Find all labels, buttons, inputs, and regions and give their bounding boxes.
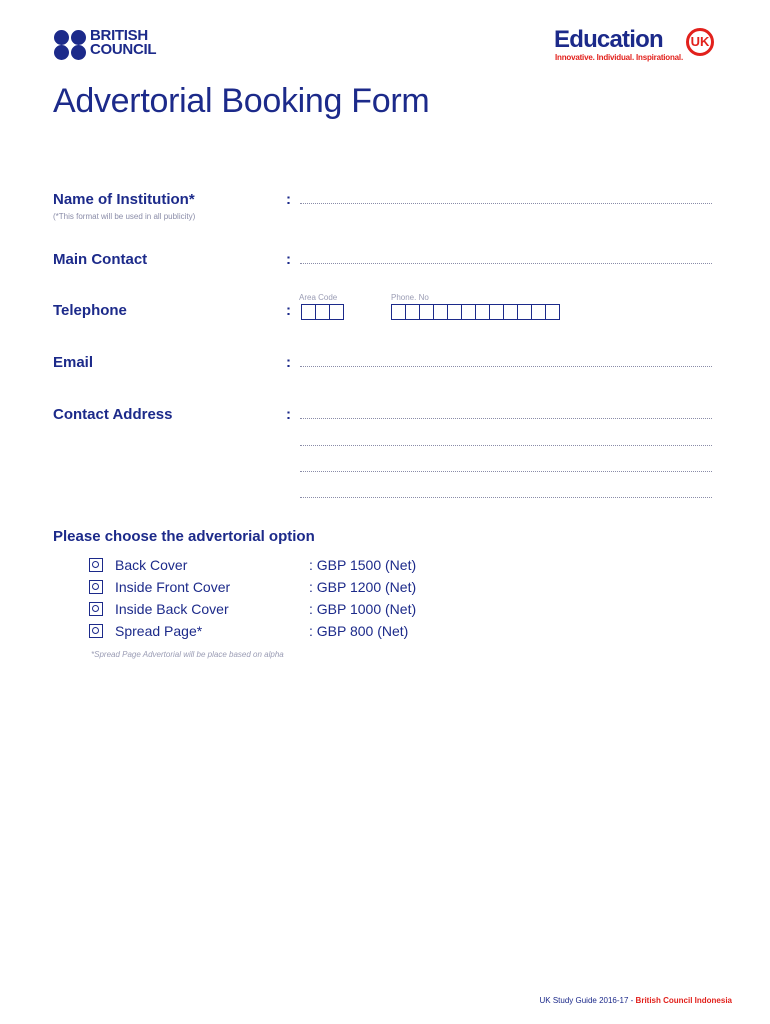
- page-footer: [539, 996, 732, 1005]
- contact-address-line-3[interactable]: [300, 471, 712, 472]
- options-footnote: *Spread Page Advertorial will be place based on alpha: [91, 650, 284, 659]
- institution-note: (*This format will be used in all publicity): [53, 212, 196, 221]
- contact-address-line-4[interactable]: [300, 497, 712, 498]
- education-wordmark: Education: [554, 26, 663, 53]
- institution-label: Name of Institution*: [53, 191, 195, 208]
- contact-address-colon: :: [286, 406, 291, 423]
- option-back-cover[interactable]: [89, 557, 489, 575]
- page-title: Advertorial Booking Form: [53, 82, 430, 120]
- institution-colon: :: [286, 191, 291, 208]
- phone-no-caption: Phone. No: [391, 293, 429, 302]
- education-tagline: Innovative. Individual. Inspirational.: [555, 53, 683, 62]
- phone-digit-box[interactable]: [545, 304, 560, 320]
- option-spread-page[interactable]: [89, 623, 489, 641]
- british-council-dots-icon: [54, 30, 90, 60]
- area-code-digit-box[interactable]: [315, 304, 330, 320]
- telephone-label: Telephone: [53, 302, 127, 319]
- option-price: : GBP 800 (Net): [309, 623, 409, 639]
- footer-text: UK Study Guide 2016-17 -: [539, 996, 636, 1005]
- option-label: Spread Page*: [115, 623, 203, 639]
- option-inside-back-cover[interactable]: [89, 601, 489, 619]
- options-title: Please choose the advertorial option: [53, 528, 315, 545]
- institution-input-line[interactable]: [300, 203, 712, 204]
- phone-digit-box[interactable]: [419, 304, 434, 320]
- phone-digit-box[interactable]: [405, 304, 420, 320]
- area-code-digit-box[interactable]: [301, 304, 316, 320]
- phone-digit-box[interactable]: [475, 304, 490, 320]
- phone-digit-box[interactable]: [517, 304, 532, 320]
- area-code-boxes[interactable]: [301, 304, 343, 320]
- main-contact-colon: :: [286, 251, 291, 268]
- email-input-line[interactable]: [300, 366, 712, 367]
- phone-digit-box[interactable]: [489, 304, 504, 320]
- footer-highlight: British Council Indonesia: [635, 996, 732, 1005]
- education-uk-logo: [554, 26, 714, 66]
- option-price: : GBP 1000 (Net): [309, 601, 417, 617]
- phone-digit-box[interactable]: [447, 304, 462, 320]
- contact-address-line-2[interactable]: [300, 445, 712, 446]
- uk-badge-icon: UK: [686, 28, 714, 56]
- phone-number-boxes[interactable]: [391, 304, 559, 320]
- british-council-wordmark: BRITISH COUNCIL: [90, 27, 157, 58]
- option-price: : GBP 1500 (Net): [309, 557, 417, 573]
- main-contact-label: Main Contact: [53, 251, 148, 268]
- option-inside-front-cover[interactable]: [89, 579, 489, 597]
- option-price: : GBP 1200 (Net): [309, 579, 417, 595]
- phone-digit-box[interactable]: [433, 304, 448, 320]
- option-label: Back Cover: [115, 557, 188, 573]
- area-code-caption: Area Code: [299, 293, 338, 302]
- email-label: Email: [53, 354, 94, 371]
- checkbox-icon[interactable]: [89, 558, 103, 572]
- option-label: Inside Back Cover: [115, 601, 229, 617]
- area-code-digit-box[interactable]: [329, 304, 344, 320]
- contact-address-label: Contact Address: [53, 406, 173, 423]
- checkbox-icon[interactable]: [89, 580, 103, 594]
- telephone-colon: :: [286, 302, 291, 319]
- checkbox-icon[interactable]: [89, 602, 103, 616]
- option-label: Inside Front Cover: [115, 579, 231, 595]
- email-colon: :: [286, 354, 291, 371]
- phone-digit-box[interactable]: [461, 304, 476, 320]
- checkbox-icon[interactable]: [89, 624, 103, 638]
- contact-address-line-1[interactable]: [300, 418, 712, 419]
- main-contact-input-line[interactable]: [300, 263, 712, 264]
- phone-digit-box[interactable]: [391, 304, 406, 320]
- phone-digit-box[interactable]: [531, 304, 546, 320]
- phone-digit-box[interactable]: [503, 304, 518, 320]
